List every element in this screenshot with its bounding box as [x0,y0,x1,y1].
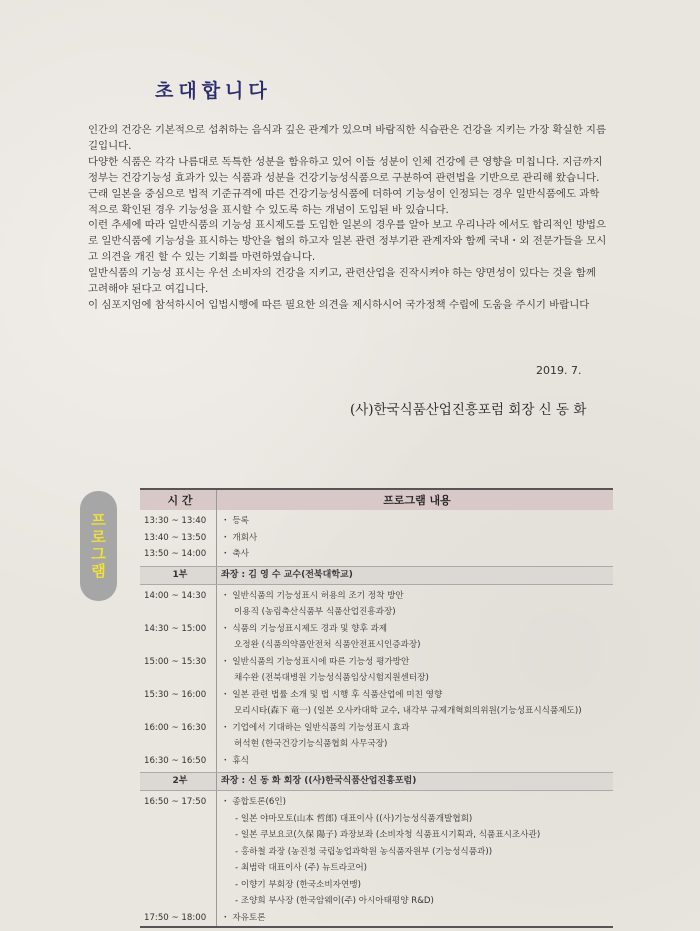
program-cell [217,687,614,720]
panelist: - 이향기 부회장 (한국소비자연맹) [235,879,361,890]
time-cell [140,791,217,910]
paragraph: 이런 추세에 따라 일반식품의 기능성 표시제도를 도입한 일본의 경우를 알아 보고 우리나라 에서도 합리적인 방법으로 일반식품에 기능성을 표시하는 방안을 협의 하고자 일본 관련 정부기관 관계자와 함께 국내・외 전문가들을 모시고 의견을 개진 할 수 있는 기회를 마련하였습니다. [88,219,607,264]
program-cell [217,654,614,687]
program-cell: ・ 자유토론 [217,910,614,928]
panelist: - 일본 쿠보요코(久保 陽子) 과장보좌 (소비자청 식품표시기획과, 식품표시조사관) [235,830,541,840]
panelist: - 최범락 대표이사 (주) 뉴트라코어) [235,863,368,873]
header-time: 시 간 [140,489,217,510]
time-cell: 17:50 ~ 18:00 [140,910,217,928]
panelist: - 홍하철 과장 (농진청 국립농업과학원 농식품자원부 (기능성식품과)) [235,846,493,857]
topic: ・ 일반식품의 기능성표시에 따른 기능성 평가방안 [221,656,410,667]
speaker: 허석현 (한국건강기능식품협회 사무국장) [234,739,388,749]
paragraph: 근래 일본을 중심으로 법적 기준규격에 따른 건강기능성식품에 더하여 기능성이 인정되는 경우 일반식품에도 과학적으로 확인된 경우 기능성을 표시할 수 있도록 하는 개념이 도입된 바 있습니다. [88,187,600,216]
time-text: 16:50 ~ 17:50 [144,797,207,807]
session-label: 2부 [140,773,217,791]
panelist: - 일본 야마모토(山本 哲郎) 대표이사 ((사)기능성식품개발협회) [235,813,473,824]
program-tab [80,491,117,601]
time-cell: 16:30 ~ 16:50 [140,753,217,773]
table-row [140,654,613,687]
time-cell: 13:30 ~ 13:40 [144,516,207,526]
table-row [140,720,613,753]
program-schedule-table [140,488,613,928]
table-row [140,753,613,773]
session-chair: 좌장 : 신 동 화 회장 ((사)한국식품산업진흥포럼) [217,773,614,791]
time-text: 14:30 ~ 15:00 [144,623,207,634]
topic: ・ 기업에서 기대하는 일반식품의 기능성표시 효과 [221,722,410,733]
table-row [140,546,613,566]
time-text: 14:00 ~ 14:30 [144,590,207,601]
session-chair: 좌장 : 김 영 수 교수(전북대학교) [217,566,614,584]
time-cell [140,654,217,687]
paragraph: 이 심포지엄에 참석하시어 입법시행에 따른 필요한 의견을 제시하시어 국가정책 수립에 도움을 주시기 바랍니다 [88,298,590,311]
program-cell [217,791,614,910]
time-cell [140,720,217,753]
topic: ・ 종합토론(6인) [221,797,287,807]
session-row [140,773,613,791]
invitation-body [88,123,608,314]
time-text: 16:00 ~ 16:30 [144,722,207,733]
table-header-row [140,489,613,510]
paragraph: 다양한 식품은 각각 나름대로 독특한 성분을 함유하고 있어 이들 성분이 인체 건강에 큰 영향을 미칩니다. 지금까지 정부는 건강기능성 효과가 있는 식품과 성분을 건강기능성식품으로 구분하여 관련법을 기반으로 관리해 왔습니다. [88,155,603,184]
speaker: 모리시타(森下 竜一) (일본 오사카대학 교수, 내각부 규제개혁회의위원(기능성표시식품제도)) [234,706,582,716]
letter-date: 2019. 7. [536,364,582,377]
table-row [140,687,613,720]
time-cell [140,584,217,621]
program-cell [217,584,614,621]
invitation-title: 초대합니다 [155,80,272,102]
time-cell: 13:40 ~ 13:50 [144,532,207,543]
panelist: - 조양희 부사장 (한국암웨이(주) 아시아태평양 R&D) [235,896,434,906]
table-row [140,910,613,928]
session-row [140,566,613,584]
topic: ・ 일반식품의 기능성표시 허용의 조기 정착 방안 [221,590,404,601]
program-cell: ・ 등록 [217,510,614,530]
program-tab-label: 프로그램 [89,512,107,580]
program-cell: ・ 개회사 [217,530,614,547]
time-text: 15:30 ~ 16:00 [144,689,207,700]
table-row [140,510,613,530]
topic: ・ 일본 관련 법률 소개 및 법 시행 후 식품산업에 미친 영향 [221,689,443,700]
program-cell: ・ 휴식 [217,753,614,773]
speaker: 이용직 (농림축산식품부 식품산업진흥과장) [234,607,396,617]
table-row [140,621,613,654]
speaker: 오정완 (식품의약품안전처 식품안전표시인증과장) [234,640,421,650]
program-cell [217,720,614,753]
header-program: 프로그램 내용 [217,489,614,510]
signature: (사)한국식품산업진흥포럼 회장 신 동 화 [350,402,587,418]
program-cell [217,621,614,654]
paragraph: 일반식품의 기능성 표시는 우선 소비자의 건강을 지키고, 관련산업을 진작시켜야 하는 양면성이 있다는 것을 함께 고려해야 된다고 여깁니다. [88,267,596,296]
topic: ・ 식품의 기능성표시제도 경과 및 향후 과제 [221,623,388,634]
table-row [140,530,613,547]
time-cell [140,621,217,654]
table-row [140,584,613,621]
table-row [140,791,613,910]
session-label: 1부 [140,566,217,584]
speaker: 채수완 (전북대병원 기능성식품임상시험지원센터장) [234,673,429,683]
paragraph: 인간의 건강은 기본적으로 섭취하는 음식과 깊은 관계가 있으며 바람직한 식습관은 건강을 지키는 가장 확실한 지름길입니다. [88,124,606,152]
time-cell: 13:50 ~ 14:00 [140,546,217,566]
program-cell: ・ 축사 [217,546,614,566]
time-text: 15:00 ~ 15:30 [144,656,207,667]
time-cell [140,687,217,720]
